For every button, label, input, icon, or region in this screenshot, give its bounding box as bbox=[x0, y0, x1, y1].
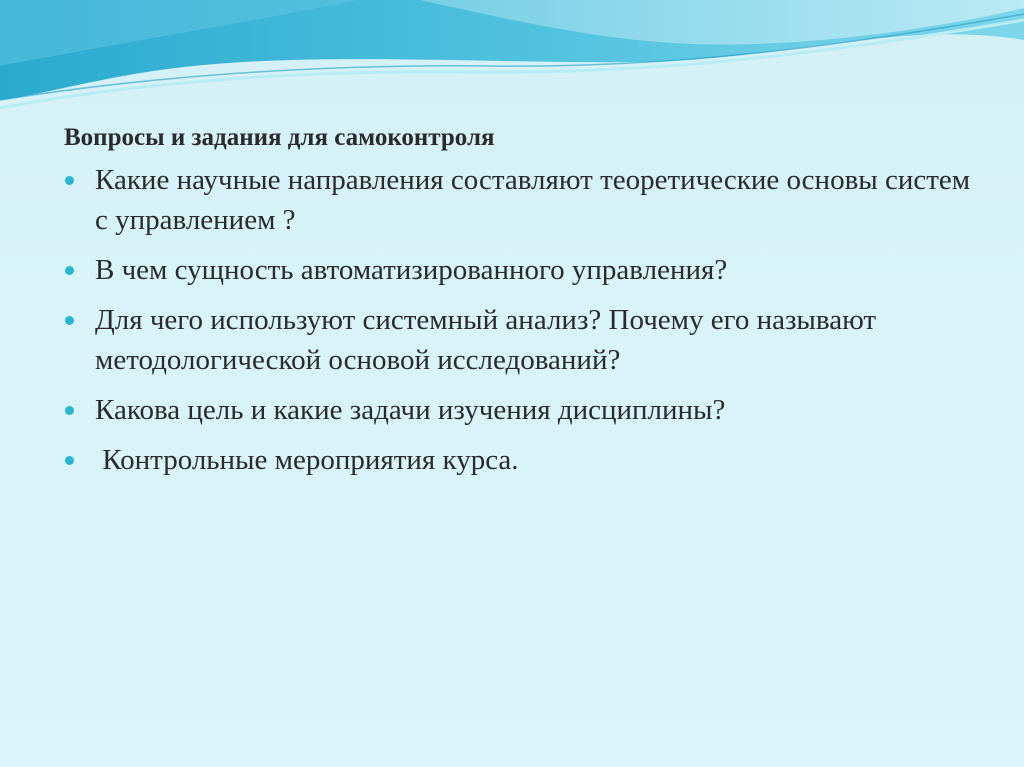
round-bullet-icon bbox=[65, 406, 74, 415]
slide-heading: Вопросы и задания для самоконтроля bbox=[64, 124, 495, 151]
wave-decoration bbox=[0, 0, 1024, 130]
list-item bbox=[64, 250, 984, 290]
list-item-text: В чем сущность автоматизированного управления? bbox=[95, 254, 728, 286]
list-item-text: Какова цель и какие задачи изучения дисциплины? bbox=[95, 394, 726, 426]
list-item-text: Для чего используют системный анализ? Почему его называют методологической основой исследований? bbox=[95, 304, 877, 376]
round-bullet-icon bbox=[65, 266, 74, 275]
round-bullet-icon bbox=[65, 176, 74, 185]
list-item bbox=[64, 390, 984, 430]
round-bullet-icon bbox=[65, 456, 74, 465]
round-bullet-icon bbox=[65, 316, 74, 325]
question-list bbox=[64, 160, 984, 480]
list-item bbox=[64, 160, 984, 240]
list-item-text: Контрольные мероприятия курса. bbox=[95, 444, 519, 476]
slide-content bbox=[64, 118, 984, 490]
list-item-text: Какие научные направления составляют теоретические основы систем с управлением ? bbox=[95, 164, 971, 236]
list-item bbox=[64, 440, 984, 480]
list-item bbox=[64, 300, 984, 380]
